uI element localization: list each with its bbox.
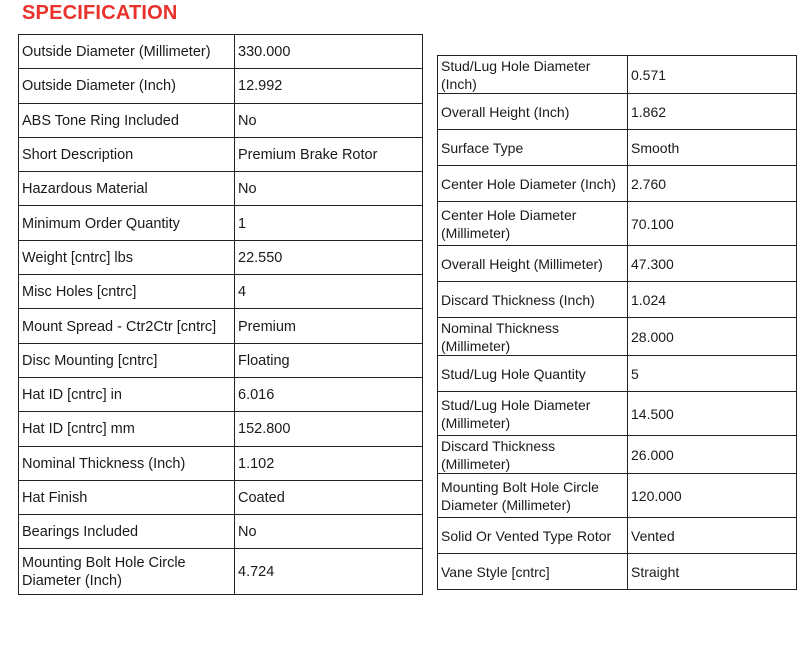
spec-row [19,172,423,206]
spec-label: Hat Finish [19,480,235,514]
spec-value: Smooth [628,130,797,166]
spec-label: Hat ID [cntrc] in [19,377,235,411]
spec-table-left [18,34,423,595]
spec-row [19,275,423,309]
spec-row [438,474,797,518]
spec-value: 14.500 [628,392,797,436]
spec-row [438,554,797,590]
spec-label: Mount Spread - Ctr2Ctr [cntrc] [19,309,235,343]
spec-row [438,130,797,166]
spec-row [19,377,423,411]
spec-value: 22.550 [235,240,423,274]
spec-row [19,240,423,274]
spec-label: Overall Height (Inch) [438,94,628,130]
spec-row [19,206,423,240]
spec-value: No [235,103,423,137]
table-clip-mask [0,596,430,666]
spec-value: No [235,515,423,549]
spec-row [438,202,797,246]
spec-value: Vented [628,518,797,554]
spec-value: 120.000 [628,474,797,518]
spec-row [19,137,423,171]
spec-value: 70.100 [628,202,797,246]
spec-value: Premium [235,309,423,343]
spec-value: 6.016 [235,377,423,411]
spec-value: 2.760 [628,166,797,202]
spec-value: 330.000 [235,35,423,69]
spec-value: 4 [235,275,423,309]
spec-row [19,515,423,549]
spec-row [19,446,423,480]
spec-label: Hazardous Material [19,172,235,206]
spec-value: Premium Brake Rotor [235,137,423,171]
spec-value: Straight [628,554,797,590]
spec-row [19,103,423,137]
spec-row [19,480,423,514]
spec-value: Floating [235,343,423,377]
spec-value: Coated [235,480,423,514]
spec-value: 1.102 [235,446,423,480]
spec-row [438,282,797,318]
spec-value: 152.800 [235,412,423,446]
spec-value: 47.300 [628,246,797,282]
spec-row [19,549,423,595]
spec-row [19,343,423,377]
spec-value: No [235,172,423,206]
spec-row [438,518,797,554]
spec-label: Discard Thickness (Inch) [438,282,628,318]
spec-label: Center Hole Diameter (Millimeter) [438,202,628,246]
spec-label: Stud/Lug Hole Diameter (Millimeter) [438,392,628,436]
spec-value: 1.862 [628,94,797,130]
spec-row [438,318,797,356]
spec-label: Surface Type [438,130,628,166]
spec-label: Overall Height (Millimeter) [438,246,628,282]
spec-label: Vane Style [cntrc] [438,554,628,590]
spec-row [438,166,797,202]
spec-label: Hat ID [cntrc] mm [19,412,235,446]
spec-row [438,392,797,436]
spec-row [438,56,797,94]
spec-label: Discard Thickness (Millimeter) [438,436,628,474]
spec-value: 4.724 [235,549,423,595]
page-title: SPECIFICATION [22,2,178,24]
spec-label: Bearings Included [19,515,235,549]
spec-value: 5 [628,356,797,392]
spec-label: Stud/Lug Hole Quantity [438,356,628,392]
spec-label: Mounting Bolt Hole Circle Diameter (Millimeter) [438,474,628,518]
spec-value: 28.000 [628,318,797,356]
spec-label: Minimum Order Quantity [19,206,235,240]
spec-label: Center Hole Diameter (Inch) [438,166,628,202]
spec-label: Solid Or Vented Type Rotor [438,518,628,554]
spec-label: Misc Holes [cntrc] [19,275,235,309]
spec-row [438,356,797,392]
spec-row [19,69,423,103]
spec-value: 0.571 [628,56,797,94]
spec-label: Disc Mounting [cntrc] [19,343,235,377]
spec-value: 1 [235,206,423,240]
spec-label: Outside Diameter (Millimeter) [19,35,235,69]
spec-row [438,436,797,474]
spec-value: 12.992 [235,69,423,103]
spec-row [19,412,423,446]
spec-row [438,246,797,282]
spec-value: 26.000 [628,436,797,474]
spec-label: Mounting Bolt Hole Circle Diameter (Inch) [19,549,235,595]
spec-label: Nominal Thickness (Millimeter) [438,318,628,356]
spec-label: Short Description [19,137,235,171]
spec-table-right [437,55,797,590]
spec-label: Nominal Thickness (Inch) [19,446,235,480]
spec-value: 1.024 [628,282,797,318]
spec-row [19,35,423,69]
spec-label: Weight [cntrc] lbs [19,240,235,274]
spec-label: ABS Tone Ring Included [19,103,235,137]
spec-label: Stud/Lug Hole Diameter (Inch) [438,56,628,94]
spec-row [19,309,423,343]
spec-row [438,94,797,130]
spec-label: Outside Diameter (Inch) [19,69,235,103]
